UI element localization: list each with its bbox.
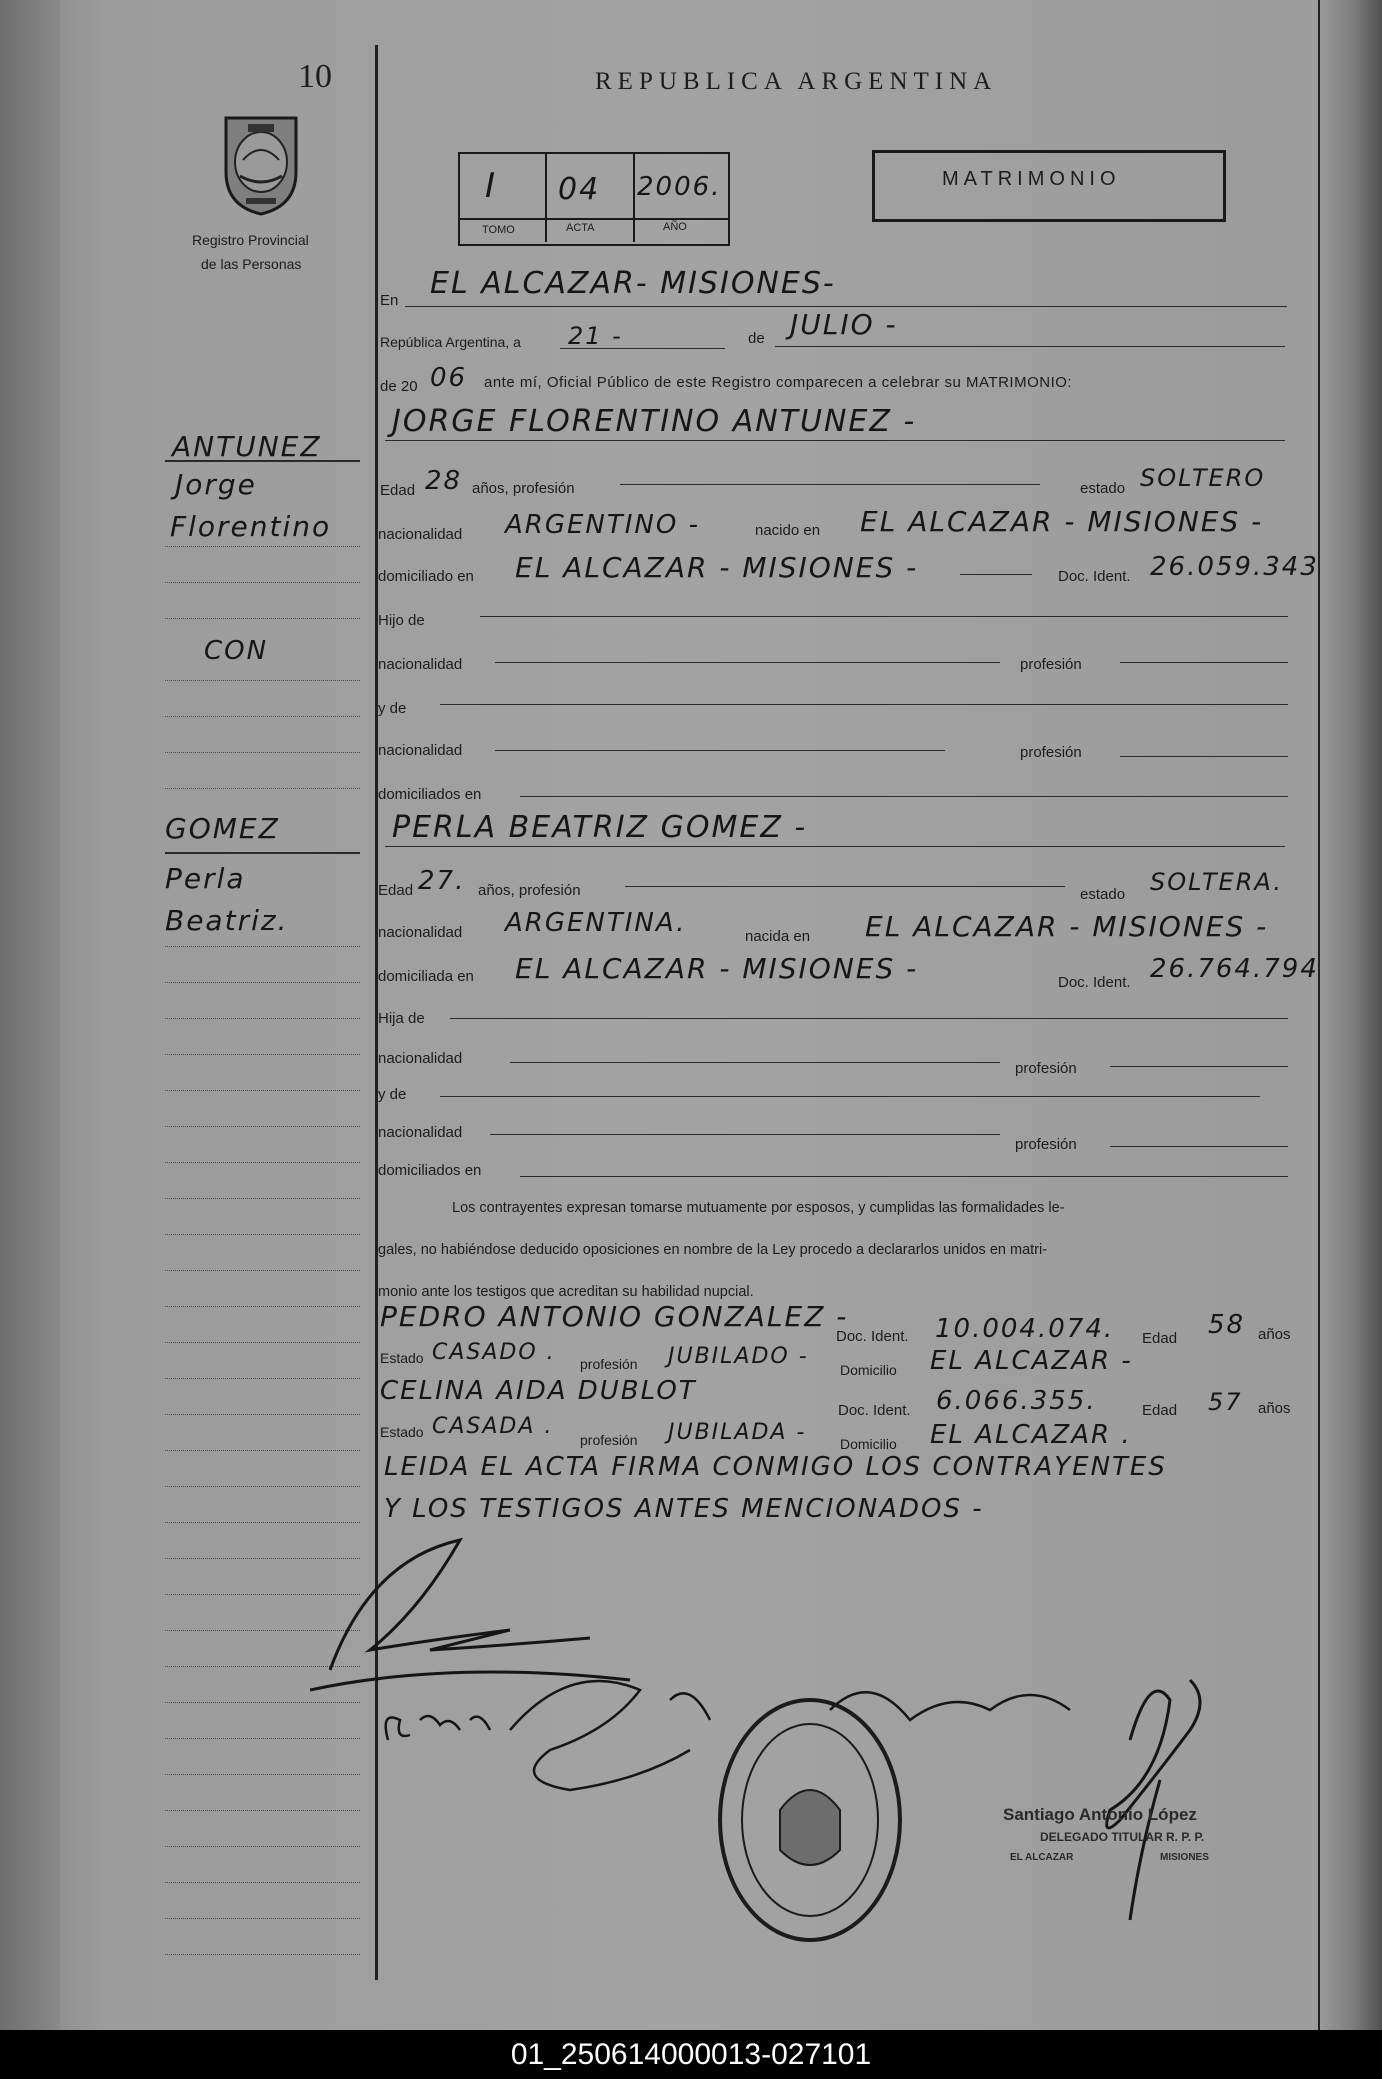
witness1-domicilio: EL ALCAZAR -: [930, 1346, 1133, 1376]
bride-full-name: PERLA BEATRIZ GOMEZ -: [392, 810, 808, 845]
groom-name-line: [385, 440, 1285, 441]
margin-dots: [165, 1090, 360, 1092]
country-heading: REPUBLICA ARGENTINA: [595, 68, 998, 95]
registry-line2: de las Personas: [201, 256, 302, 272]
doc-type: MATRIMONIO: [942, 168, 1121, 190]
header-sentence: ante mí, Oficial Público de este Registro comparecen a celebrar su MATRIMONIO:: [484, 374, 1073, 391]
tomo-label: TOMO: [482, 224, 515, 236]
witness2-dom-label: Domicilio: [840, 1436, 897, 1452]
statement-line2: gales, no habiéndose deducido oposiciones en nombre de la Ley procedo a declararlos unidos en matri-: [378, 1242, 1048, 1258]
margin-dots: [165, 1018, 360, 1020]
groom-nacionalidad: ARGENTINO -: [505, 510, 700, 540]
en-label: En: [380, 292, 399, 309]
margin-dots: [165, 752, 360, 754]
year-value: 06: [430, 363, 468, 393]
witness2-anos: años: [1258, 1400, 1291, 1417]
bride-estado: SOLTERA.: [1150, 868, 1283, 896]
groom-padre-nac-line: [495, 662, 1000, 663]
official-name: Santiago Antonio López: [1003, 1805, 1197, 1824]
witness1-anos: años: [1258, 1326, 1291, 1343]
bride-domicilio: EL ALCAZAR - MISIONES -: [515, 952, 919, 985]
groom-madre-nac-line: [495, 750, 945, 751]
witness2-edad-label: Edad: [1142, 1402, 1178, 1419]
groom-estado: SOLTERO: [1140, 464, 1266, 492]
margin-dots: [165, 1126, 360, 1128]
bride-margin-given1: Perla: [165, 862, 246, 895]
bride-nacida: EL ALCAZAR - MISIONES -: [865, 910, 1269, 943]
binding-shadow: [0, 0, 60, 2030]
bride-doc: 26.764.794: [1150, 954, 1319, 984]
groom-dom-label: domiciliado en: [378, 568, 474, 585]
witness1-estado: CASADO .: [432, 1340, 556, 1365]
place-value: EL ALCAZAR- MISIONES-: [430, 266, 836, 301]
margin-dots: [165, 982, 360, 984]
groom-hijo-line: [480, 616, 1288, 617]
groom-madre-prof-label: profesión: [1020, 744, 1082, 761]
republica-label: República Argentina, a: [380, 334, 521, 350]
groom-edad-label: Edad: [380, 482, 416, 499]
day-line: [560, 348, 725, 349]
statement-line3: monio ante los testigos que acreditan su habilidad nupcial.: [378, 1284, 754, 1300]
official-province: MISIONES: [1160, 1852, 1209, 1863]
groom-padre-prof-label: profesión: [1020, 656, 1082, 673]
place-line: [405, 306, 1287, 307]
bride-anos-label: años, profesión: [478, 882, 581, 899]
groom-dom-dash: [960, 574, 1032, 575]
witness1-edad-label: Edad: [1142, 1330, 1178, 1347]
margin-divider: [165, 460, 360, 463]
groom-madre-prof-line: [1120, 756, 1288, 757]
bride-madre-prof-line: [1110, 1146, 1288, 1147]
witness1-name: PEDRO ANTONIO GONZALEZ -: [380, 1300, 849, 1333]
bride-padre-prof-label: profesión: [1015, 1060, 1077, 1077]
witness2-profesion: JUBILADA -: [668, 1420, 807, 1445]
groom-padre-prof-line: [1120, 662, 1288, 663]
groom-anos-label: años, profesión: [472, 480, 575, 497]
tomo-value: I: [485, 166, 498, 206]
groom-padre-nac-label: nacionalidad: [378, 656, 463, 673]
witness2-estado-label: Estado: [380, 1424, 424, 1440]
witness1-edad: 58: [1208, 1310, 1246, 1340]
bride-madre-nac-line: [490, 1134, 1000, 1135]
year-prefix: de 20: [380, 378, 418, 395]
ano-value: 2006.: [637, 172, 722, 202]
acta-label: ACTA: [566, 222, 595, 234]
bride-madre-line: [440, 1096, 1260, 1097]
bride-estado-label: estado: [1080, 886, 1126, 903]
statement-line1: Los contrayentes expresan tomarse mutuamente por esposos, y cumplidas las formalidades le-: [452, 1200, 1065, 1216]
margin-dots: [165, 1054, 360, 1056]
groom-madre-nac-label: nacionalidad: [378, 742, 463, 759]
witness2-doc: 6.066.355.: [936, 1386, 1097, 1416]
bride-madre-prof-label: profesión: [1015, 1136, 1077, 1153]
official-place: EL ALCAZAR: [1010, 1852, 1074, 1863]
margin-divider-2: [165, 852, 360, 855]
groom-hijo-label: Hijo de: [378, 612, 425, 629]
bride-nacionalidad: ARGENTINA.: [505, 908, 687, 938]
bride-padre-nac-label: nacionalidad: [378, 1050, 463, 1067]
margin-dots: [165, 546, 360, 548]
bride-padres-dom-label: domiciliados en: [378, 1162, 482, 1179]
witness1-prof-label: profesión: [580, 1356, 638, 1372]
margin-dots: [165, 1342, 360, 1344]
page-number: 10: [298, 58, 332, 95]
margin-dots: [165, 1306, 360, 1308]
witness2-edad: 57: [1208, 1388, 1243, 1416]
bride-edad-label: Edad: [378, 882, 414, 899]
bride-dom-label: domiciliada en: [378, 968, 474, 985]
margin-dots: [165, 1486, 360, 1488]
witness1-dom-label: Domicilio: [840, 1362, 897, 1378]
groom-domicilio: EL ALCAZAR - MISIONES -: [515, 551, 919, 584]
groom-nacido-label: nacido en: [755, 522, 821, 539]
bride-padre-nac-line: [510, 1062, 1000, 1063]
margin-dots: [165, 680, 360, 682]
page-edge: [1312, 0, 1382, 2030]
bride-padre-prof-line: [1110, 1066, 1288, 1067]
groom-margin-given2: Florentino: [170, 510, 332, 543]
acta-value: 04: [558, 172, 601, 207]
groom-doc-label: Doc. Ident.: [1058, 568, 1131, 585]
witness1-profesion: JUBILADO -: [668, 1344, 809, 1369]
groom-margin-given1: Jorge: [175, 468, 257, 501]
groom-doc: 26.059.343: [1150, 552, 1319, 582]
bride-margin-surname: GOMEZ: [165, 812, 280, 845]
margin-dots: [165, 946, 360, 948]
margin-dots: [165, 788, 360, 790]
bride-hija-line: [450, 1018, 1288, 1019]
groom-full-name: JORGE FLORENTINO ANTUNEZ -: [392, 404, 917, 439]
bride-doc-label: Doc. Ident.: [1058, 974, 1131, 991]
signatures-icon: [310, 1520, 1320, 1960]
bride-nacida-label: nacida en: [745, 928, 811, 945]
footer-id: 01_250614000013-027101: [0, 2030, 1382, 2079]
witness2-name: CELINA AIDA DUBLOT: [380, 1376, 697, 1406]
margin-dots: [165, 1378, 360, 1380]
bride-profesion-line: [625, 886, 1065, 887]
witness2-domicilio: EL ALCAZAR .: [930, 1420, 1132, 1450]
bride-y-de-label: y de: [378, 1086, 407, 1103]
groom-nac-label: nacionalidad: [378, 526, 463, 543]
official-title: DELEGADO TITULAR R. P. P.: [1040, 1830, 1205, 1844]
month-line: [775, 346, 1285, 347]
groom-margin-surname: ANTUNEZ: [172, 430, 322, 463]
registry-line1: Registro Provincial: [192, 232, 309, 248]
witness2-doc-label: Doc. Ident.: [838, 1402, 911, 1419]
bride-madre-nac-label: nacionalidad: [378, 1124, 463, 1141]
witness1-doc-label: Doc. Ident.: [836, 1328, 909, 1345]
groom-profesion-line: [620, 484, 1040, 485]
bride-padres-dom-line: [520, 1176, 1288, 1177]
bride-edad: 27.: [418, 866, 466, 896]
bride-nac-label: nacionalidad: [378, 924, 463, 941]
margin-dots: [165, 716, 360, 718]
groom-padres-dom-line: [520, 796, 1288, 797]
witness2-estado: CASADA .: [432, 1414, 554, 1439]
bride-hija-label: Hija de: [378, 1010, 425, 1027]
margin-dots: [165, 618, 360, 620]
groom-y-de-label: y de: [378, 700, 407, 717]
day-value: 21 -: [568, 322, 623, 350]
closing-line1: LEIDA EL ACTA FIRMA CONMIGO LOS CONTRAYENTES: [384, 1452, 1167, 1482]
margin-dots: [165, 1162, 360, 1164]
de-label: de: [748, 330, 765, 347]
margin-dots: [165, 1198, 360, 1200]
provincial-emblem-icon: [218, 110, 304, 216]
groom-nacido: EL ALCAZAR - MISIONES -: [860, 505, 1264, 538]
margin-dots: [165, 1234, 360, 1236]
witness1-estado-label: Estado: [380, 1350, 424, 1366]
con-label: CON: [204, 636, 269, 666]
closing-line2: Y LOS TESTIGOS ANTES MENCIONADOS -: [384, 1494, 984, 1524]
groom-edad: 28: [425, 466, 463, 496]
witness1-doc: 10.004.074.: [935, 1314, 1115, 1344]
margin-dots: [165, 1270, 360, 1272]
groom-madre-line: [440, 704, 1288, 705]
margin-dots: [165, 1450, 360, 1452]
month-value: JULIO -: [790, 308, 898, 341]
bride-name-line: [385, 846, 1285, 847]
margin-dots: [165, 1414, 360, 1416]
groom-padres-dom-label: domiciliados en: [378, 786, 482, 803]
ano-label: AÑO: [663, 221, 687, 233]
bride-margin-given2: Beatriz.: [165, 904, 289, 937]
margin-dots: [165, 582, 360, 584]
groom-estado-label: estado: [1080, 480, 1126, 497]
witness2-prof-label: profesión: [580, 1432, 638, 1448]
